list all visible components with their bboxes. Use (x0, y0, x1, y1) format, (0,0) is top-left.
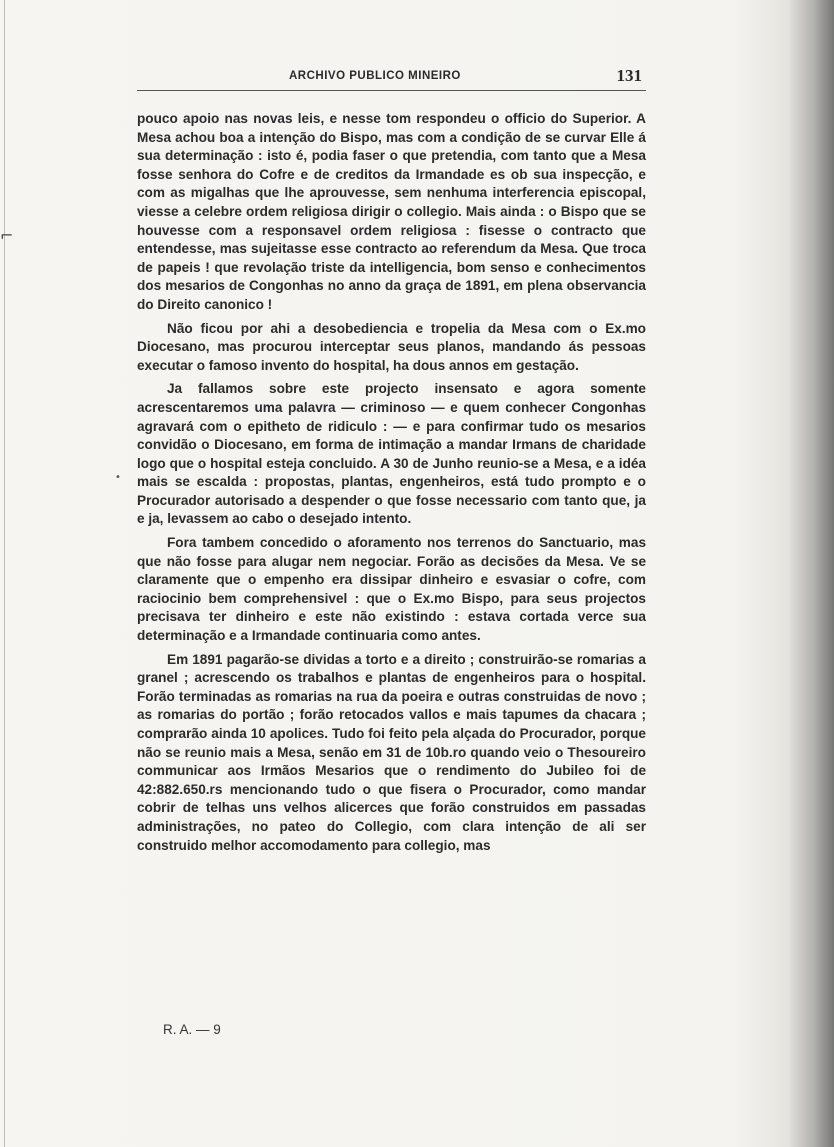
paragraph: Fora tambem concedido o aforamento nos terrenos do Sanctuario, mas que não fosse para alugar nem negociar. Forão as decisões da Mesa. Ve se claramente que o empenho era dissipar dinheiro e esvasiar o cofre, com raciocinio bem comprehensivel : que o Ex.mo Bispo, para seus projectos precisava ter dinheiro e este não existindo : estava cortada verce sua determinação e a Irmandade continuaria como antes. (137, 535, 646, 644)
running-header (137, 64, 646, 91)
header-title: ARCHIVO PUBLICO MINEIRO (289, 70, 461, 82)
page-left-edge-line (4, 0, 5, 1147)
page-right-edge-shadow (788, 0, 834, 1147)
paragraph: Ja fallamos sobre este projecto insensato e agora somente acrescentaremos uma palavra — criminoso — e quem conhecer Congonhas agravará com o epitheto de ridiculo : — e para confirmar tudo os mesarios convidão o Diocesano, em forma de intimação a mandar Irmans de charidade logo que o hospital esteja concluido. A 30 de Junho reunio-se a Mesa, e a idéa mais se escalda : propostas, plantas, engenheiros, está tudo prompto e o Procurador autorisado a despender o que fosse necessario com tanto que, ja e ja, levassem ao cabo o desejado intento. (137, 381, 646, 527)
body-text (137, 110, 646, 860)
paragraph: pouco apoio nas novas leis, e nesse tom respondeu o officio do Superior. A Mesa achou boa a intenção do Bispo, mas com a condição de se curvar Elle á sua determinação : isto é, podia faser o que pretendia, com tanto que a Mesa fosse senhora do Cofre e de creditos da Irmandade es ob sua inspecção, e com as migalhas que lhe aprouvesse, sem nenhuma interferencia episcopal, viesse a celebre ordem religiosa dirigir o collegio. Mais ainda : o Bispo que se houvesse com a responsavel ordem religiosa : fisesse o contracto que entendesse, mas sujeitasse esse contracto ao referendum da Mesa. Que troca de papeis ! que revolação triste da intelligencia, bom senso e conhecimentos dos mesarios de Congonhas no anno da graça de 1891, em plena observancia do Direito canonico ! (137, 111, 646, 312)
page-number: 131 (616, 66, 642, 85)
paragraph: Não ficou por ahi a desobediencia e tropelia da Mesa com o Ex.mo Diocesano, mas procurou interceptar seus planos, mandando ás pessoas executar o famoso invento do hospital, ha dous annos em gestação. (137, 320, 646, 373)
margin-tick-mark: ⌐ (0, 226, 14, 245)
signature-mark: R. A. — 9 (163, 1022, 221, 1037)
paragraph: Em 1891 pagarão-se dividas a torto e a direito ; construirão-se romarias a granel ; acrescendo os trabalhos e plantas de engenheiros para o hospital. Forão terminadas as romarias na rua da poeira e outras construidas de novo ; as romarias do portão ; forão retocados vallos e mais tapumes da chacara ; comprarão ainda 10 apolices. Tudo foi feito pela alçada do Procurador, porque não se reunio mais a Mesa, senão em 31 de 10b.ro quando veio o Thesoureiro communicar aos Irmãos Mesarios que o rendimento do Jubileo foi de 42:882.650.rs mencionando tudo o que fisera o Procurador, como mandar cobrir de telhas uns velhos alicerces que forão construidos em passadas administrações, no pateo do Collegio, com clara intenção de ali ser construido melhor accomodamento para collegio, mas (137, 651, 646, 853)
margin-bullet-mark: • (115, 472, 121, 483)
